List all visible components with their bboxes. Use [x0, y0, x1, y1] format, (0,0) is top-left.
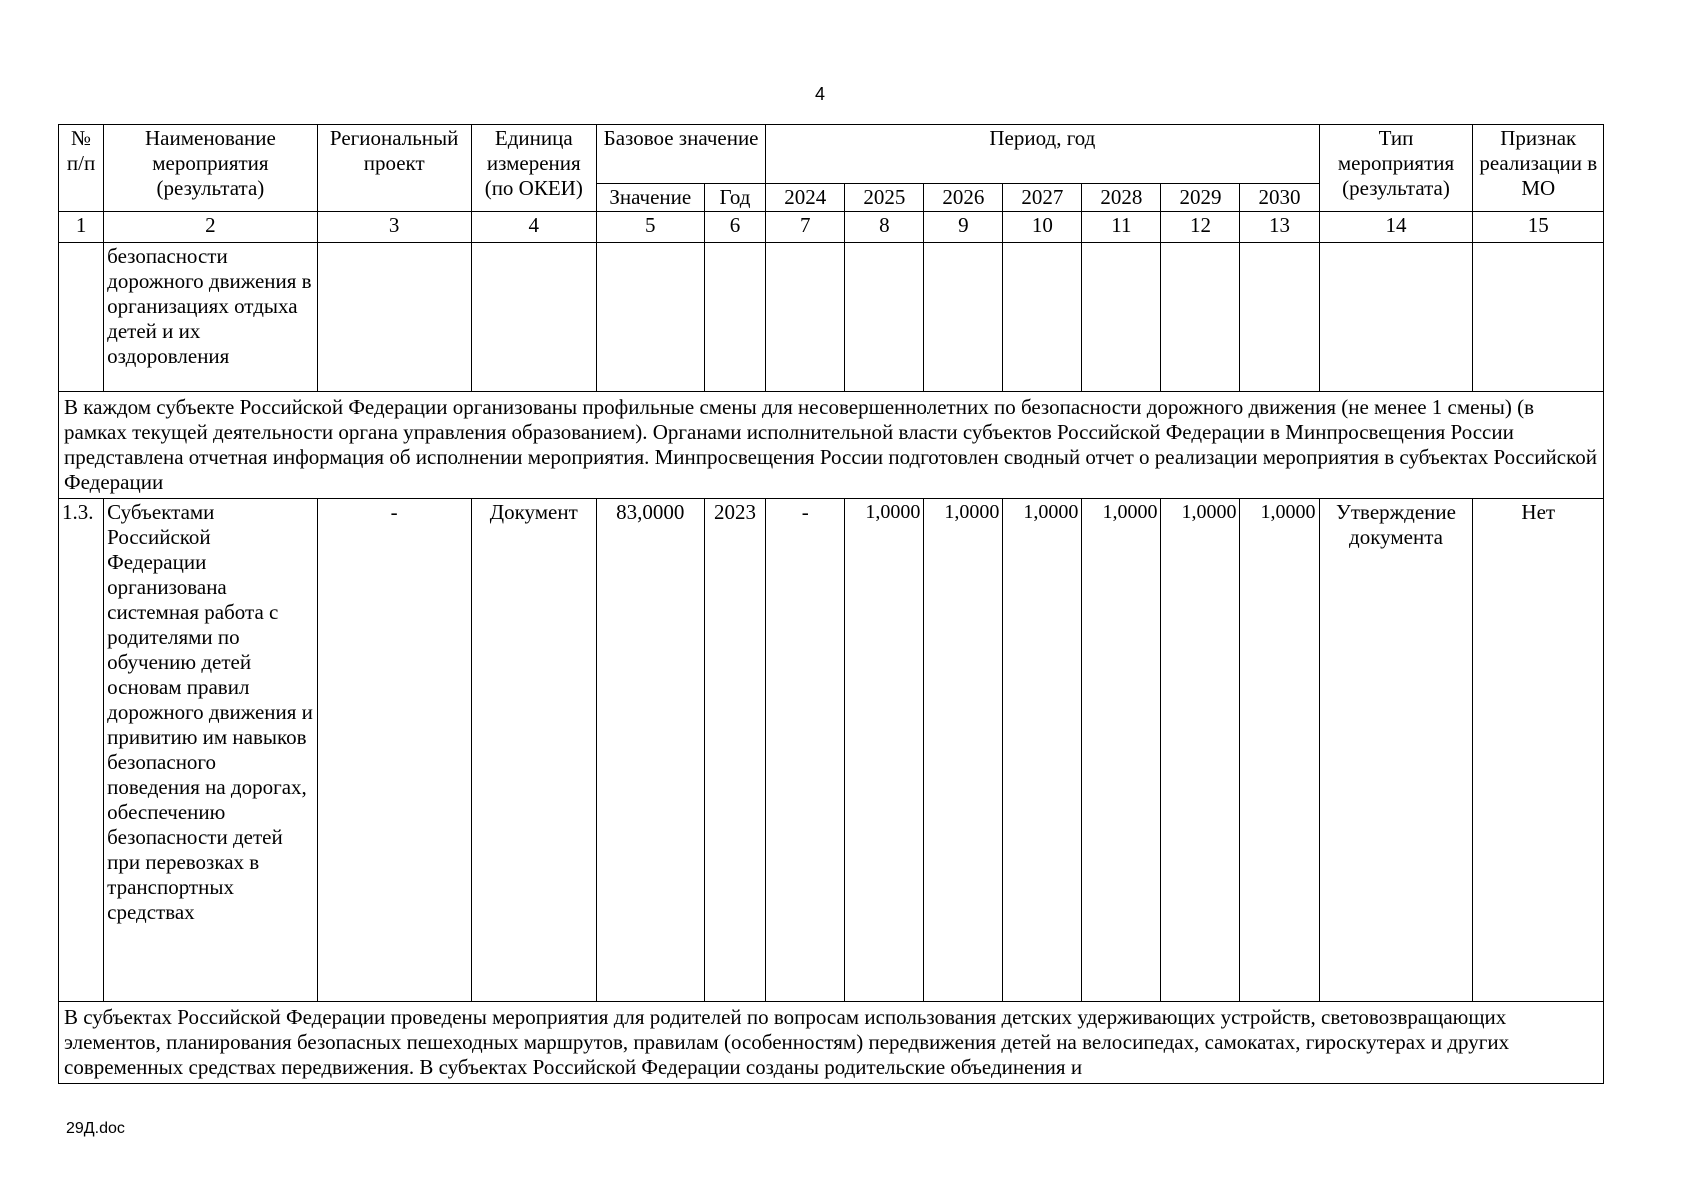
header-year-2024: 2024	[766, 184, 845, 212]
row-base-value: 83,0000	[596, 499, 704, 1002]
row-value-2024: -	[766, 499, 845, 1002]
column-numbers-row	[59, 212, 1604, 243]
table-row	[59, 499, 1604, 1002]
row-project: -	[317, 499, 471, 1002]
header-type: Тип мероприятия (результата)	[1319, 125, 1473, 212]
measures-table	[58, 124, 1604, 1084]
header-name: Наименование мероприятия (результата)	[104, 125, 318, 212]
col-number: 9	[924, 212, 1003, 243]
col-number: 10	[1003, 212, 1082, 243]
row-unit: Документ	[471, 499, 596, 1002]
col-number: 2	[104, 212, 318, 243]
result-description: В каждом субъекте Российской Федерации организованы профильные смены для несовершеннолетних по безопасности дорожного движения (не менее 1 смены) (в рамках текущей деятельности органа управления образованием). Органами исполнительной власти субъектов Российской Федерации в Минпросвещения России представлена отчетная информация об исполнении мероприятия. Минпросвещения России подготовлен сводный отчет о реализации мероприятия в субъектах Российской Федерации	[59, 392, 1604, 499]
header-year-2030: 2030	[1240, 184, 1319, 212]
col-number: 1	[59, 212, 104, 243]
header-base-value: Значение	[596, 184, 704, 212]
col-number: 14	[1319, 212, 1473, 243]
result-description: В субъектах Российской Федерации проведены мероприятия для родителей по вопросам использования детских удерживающих устройств, световозвращающих элементов, планирования безопасных пешеходных маршрутов, правилам (особенностям) передвижения детей на велосипедах, самокатах, гироскутерах и других современных средствах передвижения. В субъектах Российской Федерации созданы родительские объединения и	[59, 1002, 1604, 1084]
row-value-2027: 1,0000	[1003, 499, 1082, 1002]
note-row	[59, 1002, 1604, 1084]
page-number: 4	[815, 84, 826, 104]
row-value-2026: 1,0000	[924, 499, 1003, 1002]
header-flag: Признак реализации в МО	[1473, 125, 1604, 212]
header-unit: Единица измерения (по ОКЕИ)	[471, 125, 596, 212]
col-number: 11	[1082, 212, 1161, 243]
header-period: Период, год	[766, 125, 1319, 184]
col-number: 5	[596, 212, 704, 243]
header-year-2027: 2027	[1003, 184, 1082, 212]
col-number: 6	[704, 212, 766, 243]
row-value-2029: 1,0000	[1161, 499, 1240, 1002]
header-num: № п/п	[59, 125, 104, 212]
header-year-2025: 2025	[845, 184, 924, 212]
row-flag: Нет	[1473, 499, 1604, 1002]
header-row-1	[59, 125, 1604, 184]
row-type: Утверждение документа	[1319, 499, 1473, 1002]
col-number: 12	[1161, 212, 1240, 243]
header-project: Региональный проект	[317, 125, 471, 212]
row-base-year: 2023	[704, 499, 766, 1002]
col-number: 8	[845, 212, 924, 243]
row-value-2028: 1,0000	[1082, 499, 1161, 1002]
row-value-2025: 1,0000	[845, 499, 924, 1002]
note-row	[59, 392, 1604, 499]
header-base-year: Год	[704, 184, 766, 212]
row-number: 1.3.	[59, 499, 104, 1002]
col-number: 13	[1240, 212, 1319, 243]
header-year-2028: 2028	[1082, 184, 1161, 212]
continued-row	[59, 243, 1604, 392]
continued-row-name: безопасности дорожного движения в организациях отдыха детей и их оздоровления	[104, 243, 318, 392]
row-value-2030: 1,0000	[1240, 499, 1319, 1002]
header-year-2029: 2029	[1161, 184, 1240, 212]
document-filename: 29Д.doc	[66, 1120, 125, 1137]
col-number: 7	[766, 212, 845, 243]
col-number: 15	[1473, 212, 1604, 243]
col-number: 3	[317, 212, 471, 243]
header-base: Базовое значение	[596, 125, 765, 184]
row-name: Субъектами Российской Федерации организована системная работа с родителями по обучению детей основам правил дорожного движения и привитию им навыков безопасного поведения на дорогах, обеспечению безопасности детей при перевозках в транспортных средствах	[104, 499, 318, 1002]
col-number: 4	[471, 212, 596, 243]
header-year-2026: 2026	[924, 184, 1003, 212]
